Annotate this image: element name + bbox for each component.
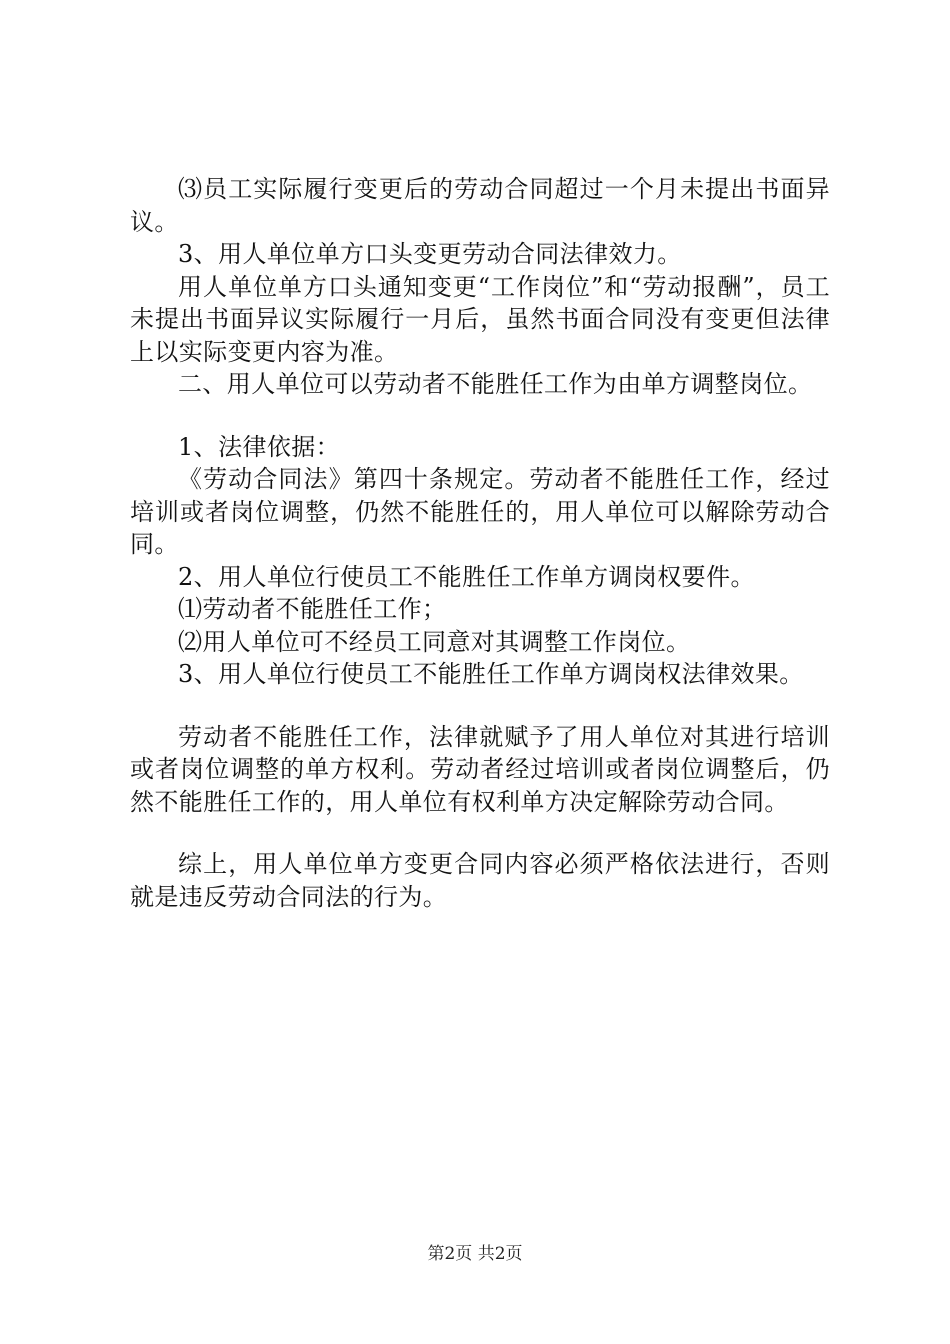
paragraph-oral-change-effect-heading: 3、用人单位单方口头变更劳动合同法律效力。 (178, 240, 682, 268)
paragraph-requirement-2: ⑵用人单位可不经员工同意对其调整工作岗位。 (178, 627, 691, 656)
paragraph-requirement-1: ⑴劳动者不能胜任工作； (178, 595, 447, 623)
paragraph-legal-basis: 《劳动合同法》第四十条规定。劳动者不能胜任工作，经过培训或者岗位调整，仍然不能胜任的，用人单位可以解除劳动合同。 (130, 465, 830, 558)
paragraph-section-two-heading: 二、用人单位可以劳动者不能胜任工作为由单方调整岗位。 (178, 370, 813, 398)
page-footer: 第2页 共2页 (427, 1244, 523, 1264)
paragraph-legal-basis-heading: 1、法律依据： (178, 432, 341, 461)
paragraph-conclusion: 综上，用人单位单方变更合同内容必须严格依法进行，否则就是违反劳动合同法的行为。 (130, 850, 830, 911)
paragraph-oral-change-effect: 用人单位单方口头通知变更“工作岗位”和“劳动报酬”，员工未提出书面异议实际履行一月后，虽然书面合同没有变更但法律上以实际变更内容为准。 (130, 272, 830, 366)
paragraph-objection-condition: ⑶员工实际履行变更后的劳动合同超过一个月未提出书面异议。 (130, 175, 830, 236)
paragraph-legal-effect: 劳动者不能胜任工作，法律就赋予了用人单位对其进行培训或者岗位调整的单方权利。劳动者经过培训或者岗位调整后，仍然不能胜任工作的，用人单位有权利单方决定解除劳动合同。 (130, 722, 830, 816)
paragraph-requirements-heading: 2、用人单位行使员工不能胜任工作单方调岗权要件。 (178, 562, 755, 591)
document-body (130, 173, 830, 913)
paragraph-legal-effect-heading: 3、用人单位行使员工不能胜任工作单方调岗权法律效果。 (178, 660, 804, 688)
